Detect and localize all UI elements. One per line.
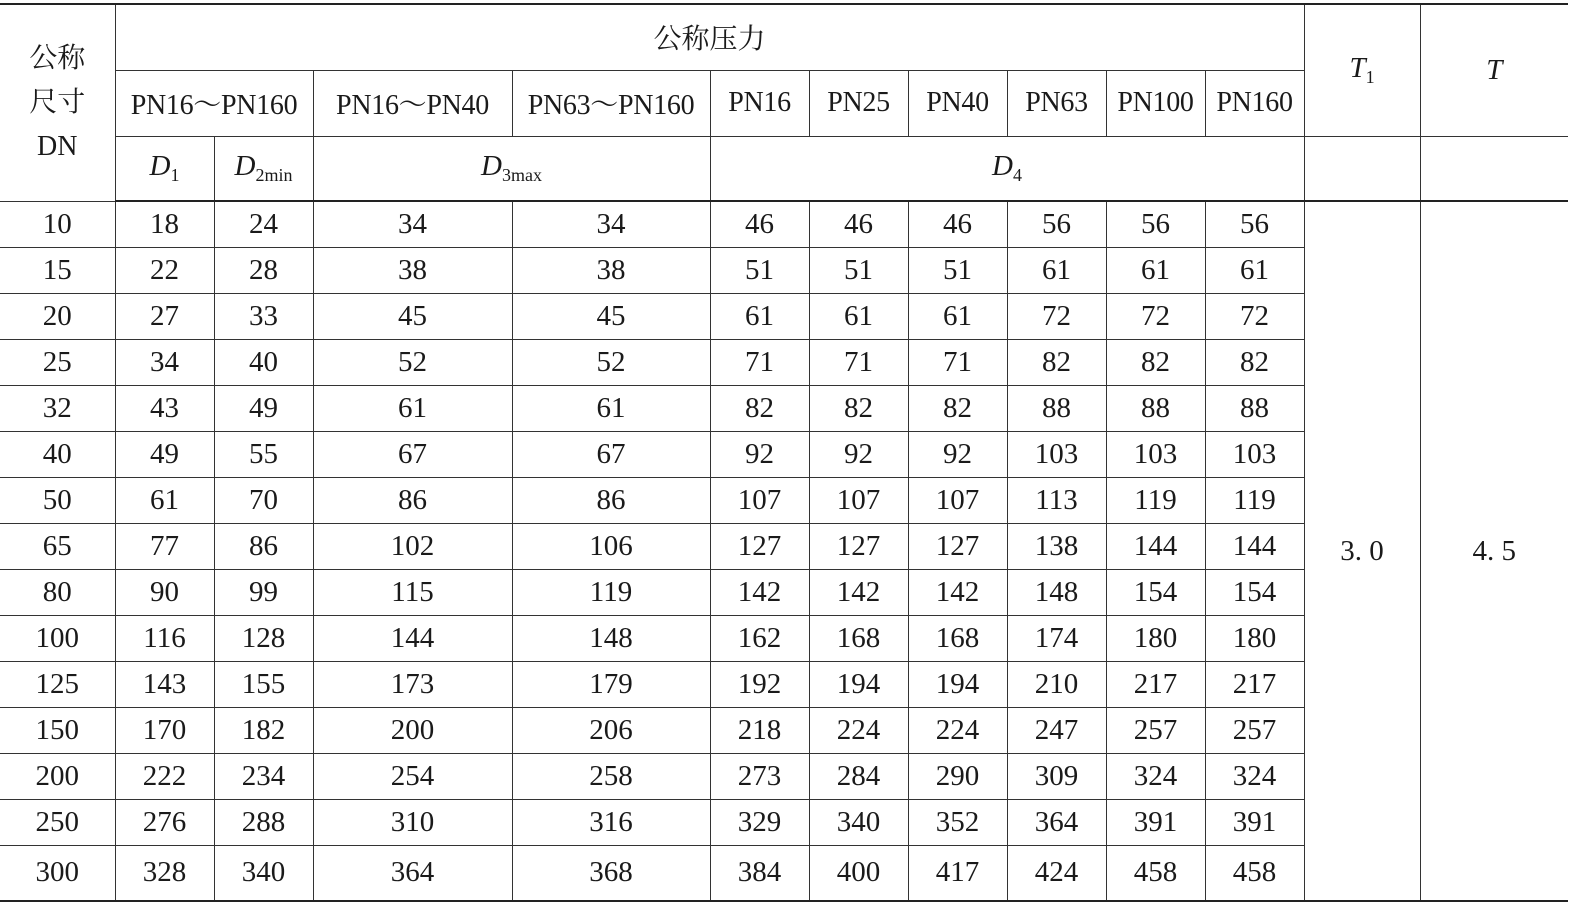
dimension-cell: 52	[512, 339, 710, 385]
dimension-cell: 180	[1205, 615, 1304, 661]
dimension-cell: 148	[1007, 569, 1106, 615]
dimension-cell: 142	[710, 569, 809, 615]
dimension-cell: 170	[115, 707, 214, 753]
pn-class-header: PN25	[809, 70, 908, 136]
dimension-cell: 309	[1007, 753, 1106, 799]
d4-header	[710, 136, 1304, 201]
dimension-cell: 324	[1106, 753, 1205, 799]
pn-range-header: PN16～PN160	[115, 70, 313, 136]
dimension-cell: 182	[214, 707, 313, 753]
dimension-cell: 45	[313, 293, 512, 339]
dimension-cell: 217	[1106, 661, 1205, 707]
dimension-cell: 72	[1106, 293, 1205, 339]
t1-header	[1304, 4, 1420, 136]
dimension-cell: 288	[214, 799, 313, 845]
nominal-size-cell: 65	[0, 523, 115, 569]
dimension-cell: 86	[214, 523, 313, 569]
dimension-cell: 92	[710, 431, 809, 477]
dimension-cell: 67	[313, 431, 512, 477]
d2-subscript: 2min	[255, 165, 293, 186]
dimension-cell: 56	[1007, 201, 1106, 247]
dimension-cell: 174	[1007, 615, 1106, 661]
dimension-cell: 82	[1205, 339, 1304, 385]
dimension-cell: 127	[908, 523, 1007, 569]
dimension-cell: 103	[1007, 431, 1106, 477]
t1-label: T	[1349, 52, 1366, 85]
dimension-cell: 33	[214, 293, 313, 339]
dimension-cell: 210	[1007, 661, 1106, 707]
dimension-cell: 162	[710, 615, 809, 661]
dimension-cell: 391	[1106, 799, 1205, 845]
dimension-cell: 340	[809, 799, 908, 845]
nominal-size-cell: 125	[0, 661, 115, 707]
dimension-cell: 364	[1007, 799, 1106, 845]
dimension-cell: 258	[512, 753, 710, 799]
dimension-cell: 88	[1007, 385, 1106, 431]
nominal-size-cell: 40	[0, 431, 115, 477]
dimension-cell: 52	[313, 339, 512, 385]
dimension-cell: 276	[115, 799, 214, 845]
dimension-cell: 180	[1106, 615, 1205, 661]
pn-class-header: PN16	[710, 70, 809, 136]
dimension-cell: 254	[313, 753, 512, 799]
table-body	[0, 201, 1568, 901]
dimension-cell: 458	[1106, 845, 1205, 901]
nominal-size-line2: 尺寸	[29, 85, 86, 119]
dimension-cell: 284	[809, 753, 908, 799]
t-value-cell: 4. 5	[1420, 201, 1568, 901]
dimension-cell: 340	[214, 845, 313, 901]
dimension-cell: 82	[710, 385, 809, 431]
dimension-cell: 142	[908, 569, 1007, 615]
dimension-cell: 290	[908, 753, 1007, 799]
nominal-size-cell: 150	[0, 707, 115, 753]
dimension-cell: 168	[809, 615, 908, 661]
dimension-cell: 51	[809, 247, 908, 293]
d2-label: D	[234, 150, 256, 183]
nominal-pressure-header: 公称压力	[115, 4, 1304, 70]
dimension-cell: 40	[214, 339, 313, 385]
dimension-cell: 77	[115, 523, 214, 569]
t-header-spacer	[1420, 136, 1568, 201]
dimension-cell: 179	[512, 661, 710, 707]
dimension-cell: 51	[710, 247, 809, 293]
dimension-cell: 329	[710, 799, 809, 845]
d3-label: D	[481, 150, 502, 183]
dimension-cell: 18	[115, 201, 214, 247]
dimension-cell: 154	[1106, 569, 1205, 615]
dimension-cell: 384	[710, 845, 809, 901]
nominal-size-cell: 200	[0, 753, 115, 799]
dimension-cell: 86	[313, 477, 512, 523]
dimension-cell: 86	[512, 477, 710, 523]
t1-value-cell: 3. 0	[1304, 201, 1420, 901]
dimension-cell: 364	[313, 845, 512, 901]
dimension-cell: 51	[908, 247, 1007, 293]
dimension-table	[0, 3, 1568, 902]
dimension-cell: 49	[214, 385, 313, 431]
dimension-cell: 38	[313, 247, 512, 293]
dimension-cell: 82	[1007, 339, 1106, 385]
dimension-cell: 119	[512, 569, 710, 615]
dimension-cell: 234	[214, 753, 313, 799]
dimension-cell: 144	[1205, 523, 1304, 569]
dimension-cell: 45	[512, 293, 710, 339]
dimension-cell: 113	[1007, 477, 1106, 523]
dimension-cell: 224	[908, 707, 1007, 753]
dimension-cell: 424	[1007, 845, 1106, 901]
dimension-cell: 200	[313, 707, 512, 753]
dimension-cell: 27	[115, 293, 214, 339]
nominal-size-cell: 300	[0, 845, 115, 901]
dimension-cell: 71	[908, 339, 1007, 385]
dimension-cell: 119	[1205, 477, 1304, 523]
dimension-cell: 67	[512, 431, 710, 477]
dimension-cell: 192	[710, 661, 809, 707]
nominal-size-cell: 25	[0, 339, 115, 385]
d4-subscript: 4	[1013, 165, 1022, 186]
dimension-cell: 222	[115, 753, 214, 799]
d3-header	[313, 136, 710, 201]
dimension-cell: 102	[313, 523, 512, 569]
dimension-cell: 88	[1106, 385, 1205, 431]
dimension-cell: 61	[710, 293, 809, 339]
dimension-cell: 24	[214, 201, 313, 247]
nominal-size-cell: 50	[0, 477, 115, 523]
nominal-size-cell: 10	[0, 201, 115, 247]
dimension-cell: 352	[908, 799, 1007, 845]
dimension-cell: 194	[809, 661, 908, 707]
nominal-size-line3: DN	[37, 131, 78, 163]
dimension-cell: 194	[908, 661, 1007, 707]
dimension-cell: 144	[1106, 523, 1205, 569]
dimension-cell: 61	[1205, 247, 1304, 293]
pn-class-header: PN100	[1106, 70, 1205, 136]
dimension-cell: 71	[809, 339, 908, 385]
pn-class-header: PN40	[908, 70, 1007, 136]
dimension-cell: 99	[214, 569, 313, 615]
pn-range-header: PN16～PN40	[313, 70, 512, 136]
nominal-size-cell: 32	[0, 385, 115, 431]
dimension-cell: 417	[908, 845, 1007, 901]
dimension-cell: 144	[313, 615, 512, 661]
dimension-cell: 224	[809, 707, 908, 753]
dimension-cell: 138	[1007, 523, 1106, 569]
dimension-cell: 72	[1205, 293, 1304, 339]
dimension-cell: 247	[1007, 707, 1106, 753]
dimension-cell: 324	[1205, 753, 1304, 799]
t-label: T	[1486, 53, 1503, 86]
dimension-cell: 46	[809, 201, 908, 247]
dimension-cell: 107	[710, 477, 809, 523]
dimension-cell: 316	[512, 799, 710, 845]
dimension-cell: 34	[313, 201, 512, 247]
dimension-cell: 128	[214, 615, 313, 661]
dimension-cell: 119	[1106, 477, 1205, 523]
dimension-cell: 127	[809, 523, 908, 569]
d2-header	[214, 136, 313, 201]
table-row	[0, 201, 1568, 247]
dimension-cell: 217	[1205, 661, 1304, 707]
nominal-size-cell: 250	[0, 799, 115, 845]
dimension-cell: 458	[1205, 845, 1304, 901]
dimension-cell: 70	[214, 477, 313, 523]
dimension-cell: 56	[1205, 201, 1304, 247]
dimension-cell: 103	[1106, 431, 1205, 477]
dimension-cell: 116	[115, 615, 214, 661]
dimension-cell: 55	[214, 431, 313, 477]
dimension-cell: 155	[214, 661, 313, 707]
nominal-size-cell: 20	[0, 293, 115, 339]
dimension-cell: 34	[512, 201, 710, 247]
nominal-size-line1: 公称	[29, 41, 86, 75]
dimension-cell: 22	[115, 247, 214, 293]
pn-class-header: PN63	[1007, 70, 1106, 136]
dimension-cell: 142	[809, 569, 908, 615]
dimension-cell: 61	[313, 385, 512, 431]
dimension-cell: 106	[512, 523, 710, 569]
t-header	[1420, 4, 1568, 136]
dimension-cell: 61	[1106, 247, 1205, 293]
nominal-size-cell: 80	[0, 569, 115, 615]
dimension-cell: 46	[710, 201, 809, 247]
dimension-cell: 154	[1205, 569, 1304, 615]
d3-subscript: 3max	[501, 165, 542, 186]
t1-header-spacer	[1304, 136, 1420, 201]
dimension-cell: 127	[710, 523, 809, 569]
dimension-cell: 168	[908, 615, 1007, 661]
dimension-cell: 61	[512, 385, 710, 431]
pn-range-header: PN63～PN160	[512, 70, 710, 136]
dimension-cell: 148	[512, 615, 710, 661]
dimension-cell: 61	[908, 293, 1007, 339]
dimension-cell: 107	[908, 477, 1007, 523]
dimension-cell: 88	[1205, 385, 1304, 431]
dimension-cell: 72	[1007, 293, 1106, 339]
dimension-cell: 82	[1106, 339, 1205, 385]
dimension-cell: 143	[115, 661, 214, 707]
nominal-size-cell: 100	[0, 615, 115, 661]
dimension-cell: 34	[115, 339, 214, 385]
dimension-cell: 310	[313, 799, 512, 845]
d1-label: D	[149, 150, 171, 183]
dimension-cell: 400	[809, 845, 908, 901]
dimension-cell: 103	[1205, 431, 1304, 477]
dimension-cell: 107	[809, 477, 908, 523]
dimension-cell: 82	[908, 385, 1007, 431]
dimension-cell: 56	[1106, 201, 1205, 247]
dimension-cell: 273	[710, 753, 809, 799]
nominal-size-cell: 15	[0, 247, 115, 293]
d4-label: D	[992, 150, 1013, 183]
dimension-cell: 257	[1106, 707, 1205, 753]
dimension-cell: 391	[1205, 799, 1304, 845]
dimension-cell: 90	[115, 569, 214, 615]
dimension-cell: 61	[1007, 247, 1106, 293]
dimension-cell: 92	[908, 431, 1007, 477]
dimension-cell: 61	[115, 477, 214, 523]
d1-header	[115, 136, 214, 201]
dimension-cell: 49	[115, 431, 214, 477]
dimension-cell: 218	[710, 707, 809, 753]
dimension-cell: 71	[710, 339, 809, 385]
dimension-cell: 28	[214, 247, 313, 293]
d1-subscript: 1	[170, 165, 180, 186]
dimension-cell: 82	[809, 385, 908, 431]
dimension-cell: 115	[313, 569, 512, 615]
dimension-cell: 173	[313, 661, 512, 707]
pn-class-header: PN160	[1205, 70, 1304, 136]
dimension-cell: 206	[512, 707, 710, 753]
dimension-cell: 38	[512, 247, 710, 293]
dimension-cell: 61	[809, 293, 908, 339]
t1-subscript: 1	[1365, 67, 1375, 88]
dimension-cell: 368	[512, 845, 710, 901]
dimension-cell: 46	[908, 201, 1007, 247]
dimension-cell: 257	[1205, 707, 1304, 753]
dimension-cell: 92	[809, 431, 908, 477]
nominal-size-header	[0, 4, 115, 201]
dimension-cell: 328	[115, 845, 214, 901]
dimension-cell: 43	[115, 385, 214, 431]
